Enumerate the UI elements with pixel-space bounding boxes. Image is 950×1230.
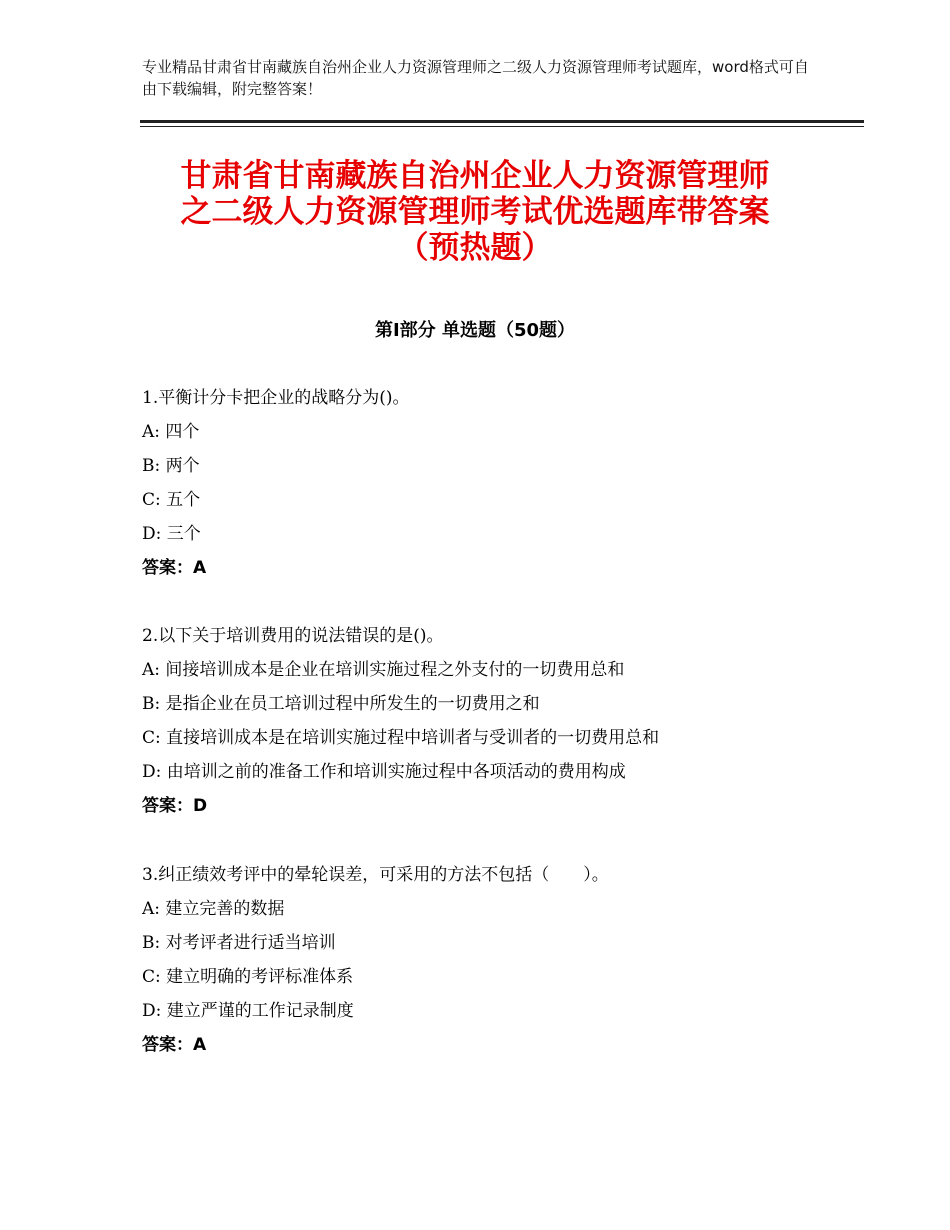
- answer: 答案：D: [142, 796, 208, 816]
- title-line-1: 甘肃省甘南藏族自治州企业人力资源管理师: [180, 158, 770, 194]
- option-a: A: 四个: [142, 422, 200, 442]
- option-c: C: 五个: [142, 490, 201, 510]
- option-c: C: 直接培训成本是在培训实施过程中培训者与受训者的一切费用总和: [142, 728, 660, 748]
- option-b: B: 对考评者进行适当培训: [142, 933, 336, 953]
- option-d: D: 由培训之前的准备工作和培训实施过程中各项活动的费用构成: [142, 762, 626, 782]
- header-note: 专业精品甘肃省甘南藏族自治州企业人力资源管理师之二级人力资源管理师考试题库，word格式可自由下载编辑，附完整答案！: [142, 58, 809, 98]
- option-a: A: 间接培训成本是企业在培训实施过程之外支付的一切费用总和: [142, 660, 625, 680]
- question-stem: 3.纠正绩效考评中的晕轮误差，可采用的方法不包括（ ）。: [142, 865, 609, 885]
- option-c: C: 建立明确的考评标准体系: [142, 967, 354, 987]
- title-line-2: 之二级人力资源管理师考试优选题库带答案: [180, 194, 770, 230]
- question-stem: 2.以下关于培训费用的说法错误的是()。: [142, 626, 444, 646]
- question-3: [142, 861, 822, 1065]
- option-b: B: 两个: [142, 456, 200, 476]
- option-b: B: 是指企业在员工培训过程中所发生的一切费用之和: [142, 694, 540, 714]
- title-line-3: （预热题）: [397, 230, 553, 266]
- document-title: [130, 158, 820, 266]
- option-d: D: 建立严谨的工作记录制度: [142, 1001, 354, 1021]
- question-2: [142, 622, 822, 826]
- answer: 答案：A: [142, 1035, 207, 1055]
- question-1: [142, 384, 822, 588]
- answer: 答案：A: [142, 558, 207, 578]
- header-divider-thin: [140, 126, 864, 127]
- option-d: D: 三个: [142, 524, 201, 544]
- option-a: A: 建立完善的数据: [142, 899, 285, 919]
- question-stem: 1.平衡计分卡把企业的战略分为()。: [142, 388, 410, 408]
- header-divider-thick: [140, 120, 864, 123]
- section-title: 第Ⅰ部分 单选题（50题）: [374, 320, 575, 341]
